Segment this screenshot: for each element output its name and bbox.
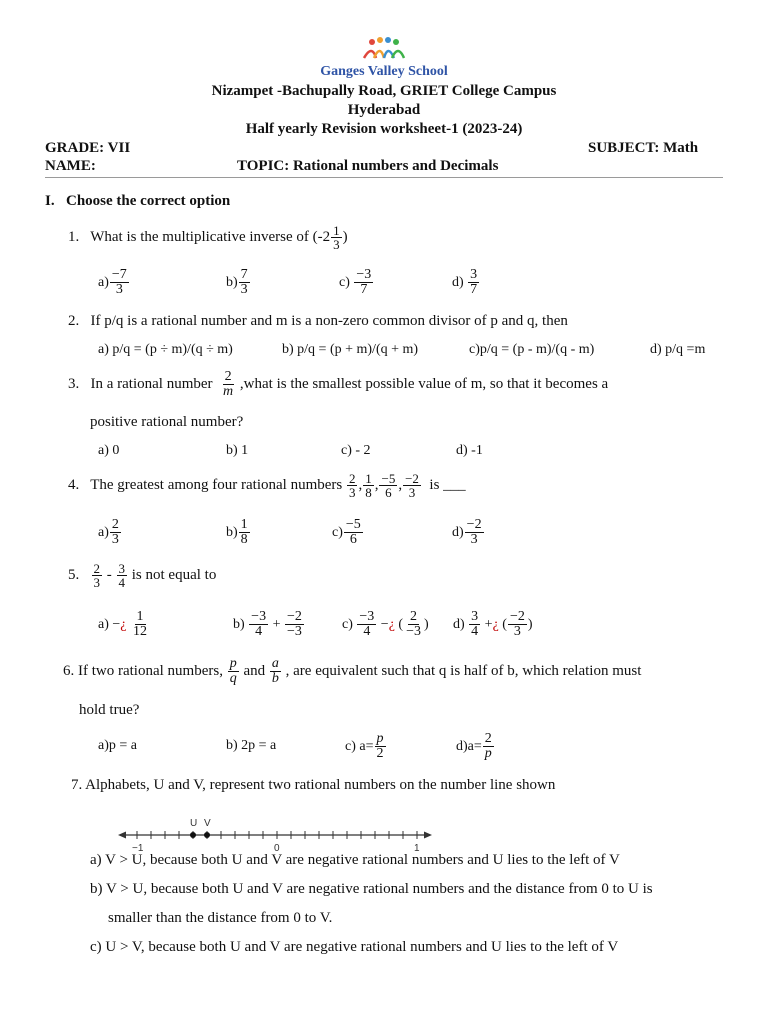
question-3-line-2: positive rational number? — [90, 414, 244, 430]
paren: ( — [398, 616, 404, 632]
fraction — [403, 472, 421, 500]
numerator: a — [271, 656, 279, 671]
question-1 — [68, 224, 348, 252]
question-text: If p/q is a rational number and m is a non-zero common divisor of p and q, then — [90, 313, 568, 329]
q7-option-b[interactable]: b) V > U, because both U and V are negative rational numbers and the distance from 0 to U is — [90, 881, 653, 897]
fraction — [483, 732, 494, 762]
school-address: Nizampet -Bachupally Road, GRIET College Campus — [211, 83, 557, 99]
right-arrow-icon — [424, 832, 432, 839]
option-label: b) — [233, 616, 249, 632]
question-text: In a rational number — [90, 376, 213, 393]
question-text: The greatest among four rational numbers — [90, 477, 343, 494]
denominator: 4 — [118, 575, 125, 591]
denominator: q — [229, 671, 237, 687]
question-text: and — [243, 663, 266, 680]
denominator: p — [484, 746, 492, 762]
fraction — [331, 224, 342, 252]
fraction — [469, 610, 480, 640]
option-label: b) — [226, 524, 238, 540]
denominator: 6 — [349, 532, 357, 548]
fraction — [508, 610, 527, 640]
question-text: is not equal to — [131, 567, 217, 584]
denominator: 3 — [93, 575, 100, 591]
option-label: c) — [342, 616, 357, 632]
fraction — [347, 472, 358, 500]
question-number: 4. — [68, 477, 80, 494]
point-v-label: V — [204, 818, 211, 829]
numerator: 1 — [240, 517, 248, 532]
numerator: 1 — [333, 223, 340, 238]
q6-option-c[interactable] — [345, 732, 387, 762]
question-5 — [68, 562, 216, 590]
fraction — [354, 268, 373, 298]
question-7: 7. Alphabets, U and V, represent two rational numbers on the number line shown — [71, 777, 556, 793]
point-v — [204, 832, 210, 838]
numerator: −2 — [509, 609, 525, 624]
numerator: p — [229, 656, 237, 671]
q4-option-c[interactable] — [332, 518, 364, 548]
numerator: −2 — [286, 609, 302, 624]
question-text: If two rational numbers, — [78, 663, 223, 680]
numerator: 2 — [224, 369, 232, 384]
operator: − — [112, 616, 121, 632]
option-label: a) — [98, 274, 109, 290]
q1-option-c[interactable] — [339, 268, 374, 298]
q5-option-a[interactable] — [98, 610, 150, 640]
option-label: c) a= — [345, 738, 374, 754]
fraction — [344, 518, 363, 548]
q2-option-c[interactable]: c)p/q = (p - m)/(q - m) — [469, 342, 595, 357]
header-divider — [45, 177, 723, 178]
q2-option-a[interactable]: a) p/q = (p ÷ m)/(q ÷ m) — [98, 342, 233, 357]
q7-option-b-line-2: smaller than the distance from 0 to V. — [108, 910, 333, 926]
school-city: Hyderabad — [347, 102, 421, 118]
tick-label-zero: 0 — [274, 843, 280, 853]
q7-option-c[interactable]: c) U > V, because both U and V are negative rational numbers and U lies to the left of V — [90, 939, 619, 955]
fraction — [239, 518, 250, 548]
fraction — [404, 610, 423, 640]
numerator: −3 — [251, 609, 267, 624]
fraction — [92, 562, 103, 590]
fraction — [465, 518, 484, 548]
numerator: p — [376, 731, 384, 746]
denominator: 6 — [385, 485, 392, 501]
question-number: 1. — [68, 229, 80, 246]
denominator: 4 — [363, 624, 371, 640]
q2-option-d[interactable]: d) p/q =m — [650, 342, 706, 357]
fraction — [468, 268, 479, 298]
denominator: 3 — [115, 282, 123, 298]
q2-option-b[interactable]: b) p/q = (p + m)/(q + m) — [282, 342, 419, 357]
denominator: 3 — [513, 624, 521, 640]
question-6 — [63, 657, 641, 687]
topic-label: TOPIC: Rational numbers and Decimals — [237, 158, 499, 174]
q3-option-c[interactable]: c) - 2 — [341, 443, 371, 458]
option-label: d) — [453, 616, 469, 632]
denominator: 3 — [408, 485, 416, 501]
question-3 — [68, 370, 608, 400]
numerator: −5 — [345, 517, 361, 532]
question-text: ,what is the smallest possible value of m, so that it becomes a — [239, 376, 609, 393]
question-number: 3. — [68, 376, 80, 393]
q4-option-a[interactable] — [98, 518, 122, 548]
q6-option-d[interactable] — [456, 732, 495, 762]
subject-label: SUBJECT: Math — [588, 140, 699, 156]
section-number: I. — [45, 193, 55, 209]
denominator: 3 — [470, 532, 478, 548]
numerator: 1 — [365, 471, 372, 486]
denominator: 2 — [376, 746, 384, 762]
option-label: c) — [332, 524, 343, 540]
numerator: 2 — [93, 561, 100, 576]
numerator: 2 — [348, 471, 356, 486]
q7-option-a[interactable]: a) V > U, because both U and V are negative rational numbers and U lies to the left of V — [90, 852, 620, 868]
question-6-line-2: hold true? — [79, 702, 140, 718]
fraction — [363, 472, 374, 500]
q5-option-d[interactable] — [453, 610, 533, 640]
numerator: 3 — [118, 561, 125, 576]
operator: + — [484, 616, 493, 632]
option-label: d) — [452, 524, 464, 540]
denominator: m — [223, 384, 234, 400]
fraction — [379, 472, 397, 500]
numerator: −5 — [381, 471, 396, 486]
operator: + — [272, 616, 281, 632]
fraction — [131, 610, 149, 640]
fraction — [110, 268, 129, 298]
q3-option-b[interactable]: b) 1 — [226, 443, 249, 458]
numerator: −3 — [359, 609, 375, 624]
q3-option-a[interactable]: a) 0 — [98, 443, 120, 458]
numerator: 2 — [111, 517, 119, 532]
question-text: ) — [342, 229, 348, 246]
denominator: 3 — [111, 532, 119, 548]
question-number: 2. — [68, 313, 80, 329]
name-label: NAME: — [45, 158, 96, 174]
section-title: Choose the correct option — [66, 193, 231, 209]
point-u — [190, 832, 196, 838]
question-text: , are equivalent such that q is half of b, which relation must — [285, 663, 642, 680]
option-label: c) — [339, 274, 354, 290]
fraction — [357, 610, 376, 640]
denominator: 3 — [333, 237, 340, 253]
q4-option-d[interactable] — [452, 518, 485, 548]
error-glyph: ¿ — [120, 616, 127, 632]
numerator: 7 — [240, 267, 248, 282]
numerator: −2 — [405, 471, 419, 486]
denominator: b — [271, 671, 279, 687]
denominator: 7 — [360, 282, 368, 298]
paren: ) — [527, 616, 533, 632]
denominator: 4 — [471, 624, 479, 640]
fraction — [249, 610, 268, 640]
denominator: 3 — [348, 485, 356, 501]
numerator: −3 — [356, 267, 372, 282]
q1-option-d[interactable] — [452, 268, 480, 298]
q1-option-a[interactable] — [98, 268, 130, 298]
school-name: Ganges Valley School — [320, 64, 448, 79]
q4-option-b[interactable] — [226, 518, 251, 548]
number-line — [116, 813, 436, 853]
denominator: −3 — [406, 624, 421, 640]
q5-option-b[interactable] — [233, 610, 305, 640]
numerator: 2 — [410, 609, 418, 624]
fraction — [285, 610, 304, 640]
option-label: d) — [452, 274, 468, 290]
q6-option-a[interactable]: a)p = a — [98, 738, 137, 753]
denominator: 4 — [255, 624, 263, 640]
option-label: a) — [98, 616, 113, 632]
question-number: 5. — [68, 567, 80, 584]
q3-option-d[interactable]: d) -1 — [456, 443, 483, 458]
option-label: d)a= — [456, 738, 482, 754]
question-text: is ___ — [429, 477, 466, 494]
numerator: −7 — [111, 267, 127, 282]
operator: − — [380, 616, 389, 632]
option-label: a) — [98, 524, 109, 540]
error-glyph: ¿ — [388, 616, 395, 632]
tick-marks — [137, 831, 417, 839]
denominator: 8 — [240, 532, 248, 548]
question-4: 4. The greatest among four rational numbers $\frac{2}{3}$ , $\frac{1}{8}$ , $\frac{-5}{6}$ , $\frac{-2}{3}$ is ___ — [68, 471, 466, 501]
denominator: 7 — [470, 282, 478, 298]
numerator: 3 — [471, 609, 479, 624]
error-glyph: ¿ — [492, 616, 499, 632]
denominator: 3 — [240, 282, 248, 298]
numerator: 3 — [470, 267, 478, 282]
denominator: 12 — [133, 624, 148, 640]
operator: - — [106, 567, 112, 584]
school-logo — [358, 36, 410, 64]
tick-label-one: 1 — [414, 843, 420, 853]
fraction — [375, 732, 386, 762]
paren: ( — [502, 616, 507, 632]
paren: ) — [424, 616, 429, 632]
option-label: b) — [226, 274, 238, 290]
q5-option-c[interactable] — [342, 610, 429, 640]
fraction — [110, 518, 121, 548]
numerator: 1 — [136, 609, 144, 624]
fraction — [228, 657, 239, 687]
fraction — [221, 370, 235, 400]
denominator: 8 — [365, 485, 372, 501]
numerator: 2 — [484, 731, 492, 746]
q1-option-b[interactable] — [226, 268, 251, 298]
point-u-label: U — [190, 818, 198, 829]
tick-label-minus-one: −1 — [132, 843, 144, 853]
question-2 — [68, 313, 568, 330]
denominator: −3 — [286, 624, 302, 640]
left-arrow-icon — [118, 832, 126, 839]
fraction — [239, 268, 250, 298]
q6-option-b[interactable]: b) 2p = a — [226, 738, 277, 753]
fraction — [117, 562, 128, 590]
worksheet-title: Half yearly Revision worksheet-1 (2023-24) — [245, 121, 523, 137]
fraction — [270, 657, 281, 687]
question-text: What is the multiplicative inverse of (-2 — [90, 229, 331, 246]
grade-label: GRADE: VII — [45, 140, 131, 156]
numerator: −2 — [466, 517, 482, 532]
question-number: 6. — [63, 663, 75, 680]
